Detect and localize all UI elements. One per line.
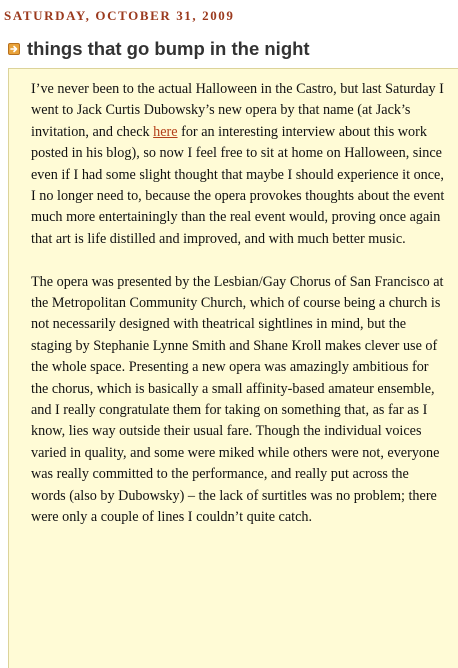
paragraph-1-text-before-link: I’ve never been to the actual Halloween in the Castro, but last Saturday I went to Jack Curtis Dubowsky’s new opera by that name (at Jack’s invitation, and check [31, 81, 444, 140]
date-header: SATURDAY, OCTOBER 31, 2009 [4, 8, 235, 23]
post-paragraph-1 [31, 79, 446, 250]
post-title-row [8, 38, 310, 60]
interview-link[interactable]: here [153, 123, 178, 140]
paragraph-1-text-after-link: for an interesting interview about this work posted in his blog), so now I feel free to sit at home on Halloween, since even if I had some slight thought that maybe I should experience it once, I no longer need to, because the opera provokes thoughts about the event much more entertainingly than the real event would, proving once again that art is life distilled and improved, and with much better music. [31, 123, 445, 247]
post-paragraph-2: The opera was presented by the Lesbian/Gay Chorus of San Francisco at the Metropolitan Community Church, which of course being a church is not necessarily designed with theatrical sightlines in mind, but the staging by Stephanie Lynne Smith and Shane Kroll makes clever use of the whole space. Presenting a new opera was amazingly ambitious for the chorus, which is basically a small affinity-based amateur ensemble, and I really congratulate them for taking on something that, as far as I know, lies way outside their usual fare. Though the individual voices varied in quality, and some were miked while others were not, everyone was really committed to the performance, and really put across the words (also by Dubowsky) – the lack of surtitles was no problem; there were only a couple of lines I couldn’t quite catch. [31, 273, 444, 526]
arrow-bullet-icon [8, 43, 20, 55]
post-title[interactable]: things that go bump in the night [27, 38, 310, 59]
post-body [31, 79, 446, 550]
